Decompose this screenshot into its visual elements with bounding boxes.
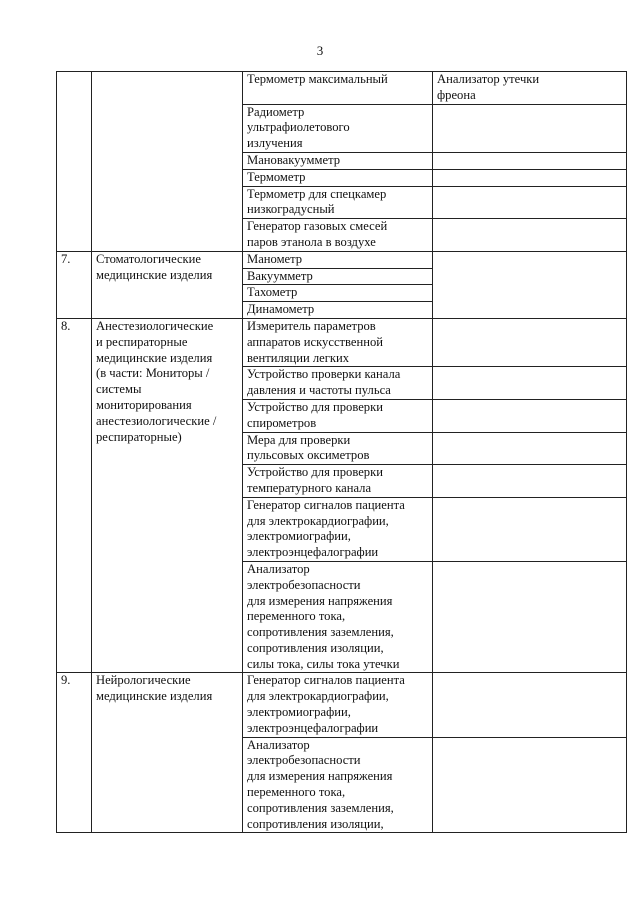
row-number-cell: 8. (57, 318, 92, 673)
table-row (57, 251, 627, 268)
device-cell: Устройство проверки канала давления и частоты пульса (243, 367, 433, 400)
table-row (57, 318, 627, 366)
extra-cell (433, 432, 627, 465)
row-number-cell (57, 72, 92, 252)
row-number-cell: 7. (57, 251, 92, 318)
device-table (56, 71, 627, 833)
device-cell: Тахометр (243, 285, 433, 302)
extra-cell: Анализатор утечки фреона (433, 72, 627, 105)
group-cell (92, 72, 243, 252)
device-cell: Устройство для проверки температурного канала (243, 465, 433, 498)
device-cell: Устройство для проверки спирометров (243, 399, 433, 432)
row-number-cell: 9. (57, 673, 92, 833)
extra-cell (433, 219, 627, 252)
extra-cell (433, 465, 627, 498)
device-cell: Генератор сигналов пациента для электрокардиографии, электромиографии, электроэнцефалографии (243, 673, 433, 737)
device-cell: Генератор сигналов пациента для электрокардиографии, электромиографии, электроэнцефалографии (243, 497, 433, 561)
group-cell: Анестезиологические и респираторные медицинские изделия (в части: Мониторы / системы мониторирования анестезиологические / респираторные) (92, 318, 243, 673)
device-cell: Анализатор электробезопасности для измерения напряжения переменного тока, сопротивления заземления, сопротивления изоляции, силы тока, силы тока утечки (243, 561, 433, 673)
device-cell: Термометр (243, 169, 433, 186)
table-row (57, 72, 627, 105)
extra-cell (433, 318, 627, 366)
device-cell: Измеритель параметров аппаратов искусственной вентиляции легких (243, 318, 433, 366)
extra-cell (433, 152, 627, 169)
device-cell: Термометр максимальный (243, 72, 433, 105)
extra-cell (433, 673, 627, 737)
extra-cell (433, 367, 627, 400)
extra-cell (433, 399, 627, 432)
device-cell: Термометр для спецкамер низкоградусный (243, 186, 433, 219)
device-cell: Радиометр ультрафиолетового излучения (243, 104, 433, 152)
extra-cell (433, 104, 627, 152)
extra-cell (433, 251, 627, 318)
group-cell: Стоматологические медицинские изделия (92, 251, 243, 318)
device-cell: Манометр (243, 251, 433, 268)
extra-cell (433, 497, 627, 561)
group-cell: Нейрологические медицинские изделия (92, 673, 243, 833)
extra-cell (433, 561, 627, 673)
device-cell: Мера для проверки пульсовых оксиметров (243, 432, 433, 465)
device-cell: Мановакуумметр (243, 152, 433, 169)
extra-cell (433, 186, 627, 219)
device-cell: Генератор газовых смесей паров этанола в воздухе (243, 219, 433, 252)
extra-cell (433, 169, 627, 186)
device-cell: Анализатор электробезопасности для измерения напряжения переменного тока, сопротивления заземления, сопротивления изоляции, (243, 737, 433, 833)
table-row (57, 673, 627, 737)
page-number: 3 (316, 43, 324, 58)
device-cell: Динамометр (243, 302, 433, 319)
device-cell: Вакуумметр (243, 268, 433, 285)
extra-cell (433, 737, 627, 833)
